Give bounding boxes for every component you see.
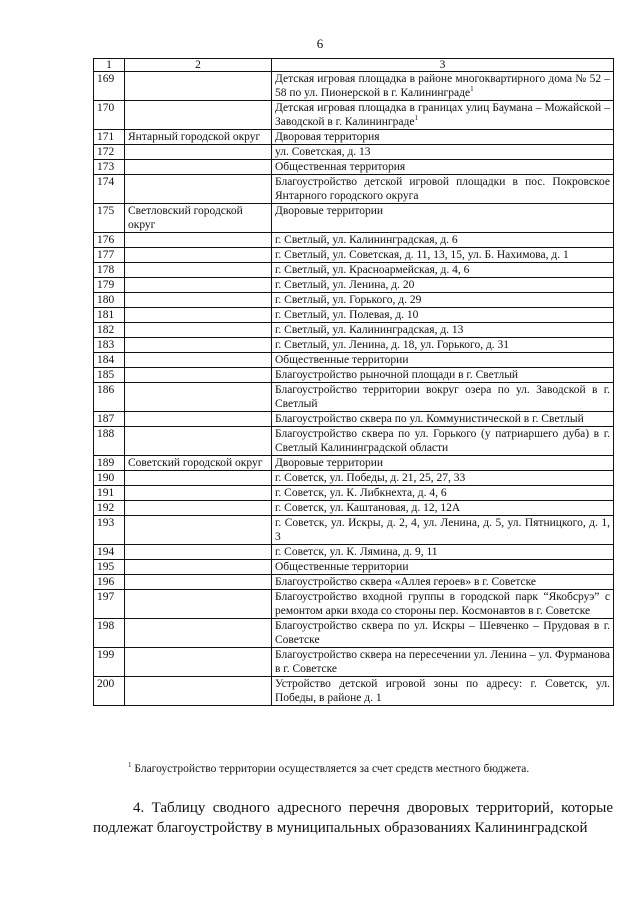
row-number: 180 (94, 293, 125, 308)
address-text: г. Советск, ул. Победы, д. 21, 25, 27, 33 (275, 472, 466, 484)
row-number: 197 (94, 590, 125, 619)
table-row (94, 427, 614, 456)
address-text: Устройство детской игровой зоны по адресу: г. Советск, ул. Победы, в районе д. 1 (275, 678, 610, 704)
address-text: Детская игровая площадка в районе многоквартирного дома № 52 – 58 по ул. Пионерской в г. Калининграде (275, 73, 610, 99)
address-text: Общественная территория (275, 161, 406, 173)
row-number: 188 (94, 427, 125, 456)
address-text: Детская игровая площадка в границах улиц Баумана – Можайской – Заводской в г. Калининграде (275, 102, 610, 128)
row-number: 169 (94, 72, 125, 101)
table-row (94, 501, 614, 516)
row-number: 182 (94, 323, 125, 338)
address-cell (272, 383, 614, 412)
municipality-cell (125, 383, 272, 412)
address-cell (272, 560, 614, 575)
row-number: 174 (94, 175, 125, 204)
table-row (94, 248, 614, 263)
row-number: 175 (94, 204, 125, 233)
column-header: 3 (272, 59, 614, 72)
address-text: ул. Советская, д. 13 (275, 146, 371, 158)
address-text: Благоустройство сквера по ул. Коммунистической в г. Светлый (275, 413, 584, 425)
address-cell (272, 648, 614, 677)
address-text: г. Светлый, ул. Горького, д. 29 (275, 294, 422, 306)
address-cell (272, 72, 614, 101)
column-header: 2 (125, 59, 272, 72)
page-number: 6 (316, 36, 324, 51)
address-cell (272, 248, 614, 263)
table-row (94, 545, 614, 560)
address-cell (272, 471, 614, 486)
table-row (94, 486, 614, 501)
footnote (128, 763, 628, 775)
address-cell (272, 263, 614, 278)
table-row (94, 516, 614, 545)
column-header: 1 (94, 59, 125, 72)
municipality-cell (125, 648, 272, 677)
address-text: г. Советск, ул. Каштановая, д. 12, 12А (275, 502, 461, 514)
municipality-cell (125, 145, 272, 160)
address-cell (272, 338, 614, 353)
address-text: Благоустройство сквера на пересечении ул. Ленина – ул. Фурманова в г. Советске (275, 649, 610, 675)
municipality-cell (125, 471, 272, 486)
municipality-cell (125, 560, 272, 575)
table-row (94, 368, 614, 383)
footnote-mark: 1 (128, 761, 132, 770)
table-row (94, 72, 614, 101)
address-cell (272, 486, 614, 501)
footnote-ref: 1 (414, 114, 418, 123)
row-number: 178 (94, 263, 125, 278)
row-number: 191 (94, 486, 125, 501)
table-row (94, 648, 614, 677)
municipality-cell (125, 175, 272, 204)
address-text: Благоустройство входной группы в городской парк “Якобсруэ” с ремонтом арки входа со стороны пер. Космонавтов в г. Советске (275, 591, 610, 617)
address-text: г. Светлый, ул. Полевая, д. 10 (275, 309, 419, 321)
table-row (94, 338, 614, 353)
table-row (94, 175, 614, 204)
footnote-text: Благоустройство территории осуществляется за счет средств местного бюджета. (134, 763, 530, 775)
table-row (94, 619, 614, 648)
row-number: 183 (94, 338, 125, 353)
row-number: 195 (94, 560, 125, 575)
row-number: 177 (94, 248, 125, 263)
paragraph-text: 4. Таблицу сводного адресного перечня дворовых территорий, которые подлежат благоустройству в муниципальных образованиях Калининградской (93, 800, 613, 836)
address-text: г. Светлый, ул. Ленина, д. 18, ул. Горького, д. 31 (275, 339, 510, 351)
municipality-cell (125, 101, 272, 130)
table-row (94, 160, 614, 175)
row-number: 196 (94, 575, 125, 590)
address-text: Благоустройство рыночной площади в г. Светлый (275, 369, 519, 381)
row-number: 200 (94, 677, 125, 706)
address-text: г. Светлый, ул. Красноармейская, д. 4, 6 (275, 264, 470, 276)
address-text: г. Светлый, ул. Ленина, д. 20 (275, 279, 415, 291)
address-text: г. Светлый, ул. Калининградская, д. 13 (275, 324, 464, 336)
table-row (94, 412, 614, 427)
municipality-cell: Советский городской округ (125, 456, 272, 471)
address-cell (272, 501, 614, 516)
municipality-cell (125, 160, 272, 175)
address-text: Благоустройство территории вокруг озера по ул. Заводской в г. Светлый (275, 384, 610, 410)
table-row (94, 323, 614, 338)
address-text: г. Светлый, ул. Калининградская, д. 6 (275, 234, 458, 246)
address-cell (272, 353, 614, 368)
address-cell (272, 175, 614, 204)
municipality-cell (125, 590, 272, 619)
table-row (94, 590, 614, 619)
address-cell (272, 412, 614, 427)
row-number: 185 (94, 368, 125, 383)
table-row (94, 575, 614, 590)
row-number: 192 (94, 501, 125, 516)
address-table (93, 58, 614, 706)
municipality-cell (125, 293, 272, 308)
table-row (94, 101, 614, 130)
address-text: Дворовые территории (275, 205, 384, 217)
address-text: Благоустройство сквера «Аллея героев» в г. Советске (275, 576, 537, 588)
address-cell (272, 145, 614, 160)
municipality-cell (125, 338, 272, 353)
row-number: 193 (94, 516, 125, 545)
row-number: 176 (94, 233, 125, 248)
municipality-cell (125, 427, 272, 456)
municipality-cell (125, 323, 272, 338)
address-cell (272, 619, 614, 648)
table-row (94, 383, 614, 412)
table-row (94, 263, 614, 278)
municipality-cell: Светловский городской округ (125, 204, 272, 233)
address-cell (272, 545, 614, 560)
address-cell (272, 516, 614, 545)
address-cell (272, 677, 614, 706)
row-number: 199 (94, 648, 125, 677)
address-cell (272, 590, 614, 619)
municipality-cell (125, 516, 272, 545)
address-cell (272, 427, 614, 456)
address-text: Благоустройство сквера по ул. Искры – Шевченко – Прудовая в г. Советске (275, 620, 610, 646)
municipality-cell (125, 412, 272, 427)
address-text: г. Советск, ул. К. Лямина, д. 9, 11 (275, 546, 438, 558)
row-number: 179 (94, 278, 125, 293)
table-row (94, 293, 614, 308)
address-text: Дворовая территория (275, 131, 380, 143)
address-cell (272, 293, 614, 308)
address-text: г. Советск, ул. К. Либкнехта, д. 4, 6 (275, 487, 447, 499)
municipality-cell (125, 308, 272, 323)
municipality-cell (125, 501, 272, 516)
table-row (94, 233, 614, 248)
row-number: 171 (94, 130, 125, 145)
row-number: 194 (94, 545, 125, 560)
address-text: Благоустройство сквера по ул. Горького (у патриаршего дуба) в г. Светлый Калининградской области (275, 428, 610, 454)
address-text: Общественные территории (275, 561, 409, 573)
table-row (94, 471, 614, 486)
municipality-cell (125, 278, 272, 293)
table-row (94, 456, 614, 471)
address-text: Дворовые территории (275, 457, 384, 469)
address-cell (272, 308, 614, 323)
table-row (94, 145, 614, 160)
municipality-cell (125, 353, 272, 368)
address-text: г. Светлый, ул. Советская, д. 11, 13, 15, ул. Б. Нахимова, д. 1 (275, 249, 569, 261)
municipality-cell (125, 575, 272, 590)
municipality-cell (125, 233, 272, 248)
row-number: 170 (94, 101, 125, 130)
municipality-cell (125, 368, 272, 383)
address-text: Общественные территории (275, 354, 409, 366)
address-cell (272, 456, 614, 471)
row-number: 184 (94, 353, 125, 368)
address-cell (272, 575, 614, 590)
table-header-row (94, 59, 614, 72)
table-row (94, 278, 614, 293)
municipality-cell (125, 677, 272, 706)
address-cell (272, 130, 614, 145)
address-cell (272, 233, 614, 248)
row-number: 186 (94, 383, 125, 412)
municipality-cell (125, 72, 272, 101)
address-cell (272, 368, 614, 383)
row-number: 181 (94, 308, 125, 323)
municipality-cell (125, 545, 272, 560)
address-text: г. Советск, ул. Искры, д. 2, 4, ул. Ленина, д. 5, ул. Пятницкого, д. 1, 3 (275, 517, 610, 543)
address-cell (272, 204, 614, 233)
table-row (94, 308, 614, 323)
municipality-cell (125, 263, 272, 278)
table-row (94, 130, 614, 145)
table-row (94, 677, 614, 706)
row-number: 189 (94, 456, 125, 471)
address-cell (272, 101, 614, 130)
footnote-ref: 1 (470, 85, 474, 94)
body-paragraph (93, 798, 613, 838)
address-cell (272, 278, 614, 293)
table-row (94, 204, 614, 233)
address-text: Благоустройство детской игровой площадки в пос. Покровское Янтарного городского округа (275, 176, 610, 202)
row-number: 187 (94, 412, 125, 427)
municipality-cell: Янтарный городской округ (125, 130, 272, 145)
address-cell (272, 323, 614, 338)
row-number: 173 (94, 160, 125, 175)
row-number: 198 (94, 619, 125, 648)
table-row (94, 560, 614, 575)
address-cell (272, 160, 614, 175)
row-number: 172 (94, 145, 125, 160)
municipality-cell (125, 248, 272, 263)
row-number: 190 (94, 471, 125, 486)
municipality-cell (125, 486, 272, 501)
municipality-cell (125, 619, 272, 648)
table-row (94, 353, 614, 368)
